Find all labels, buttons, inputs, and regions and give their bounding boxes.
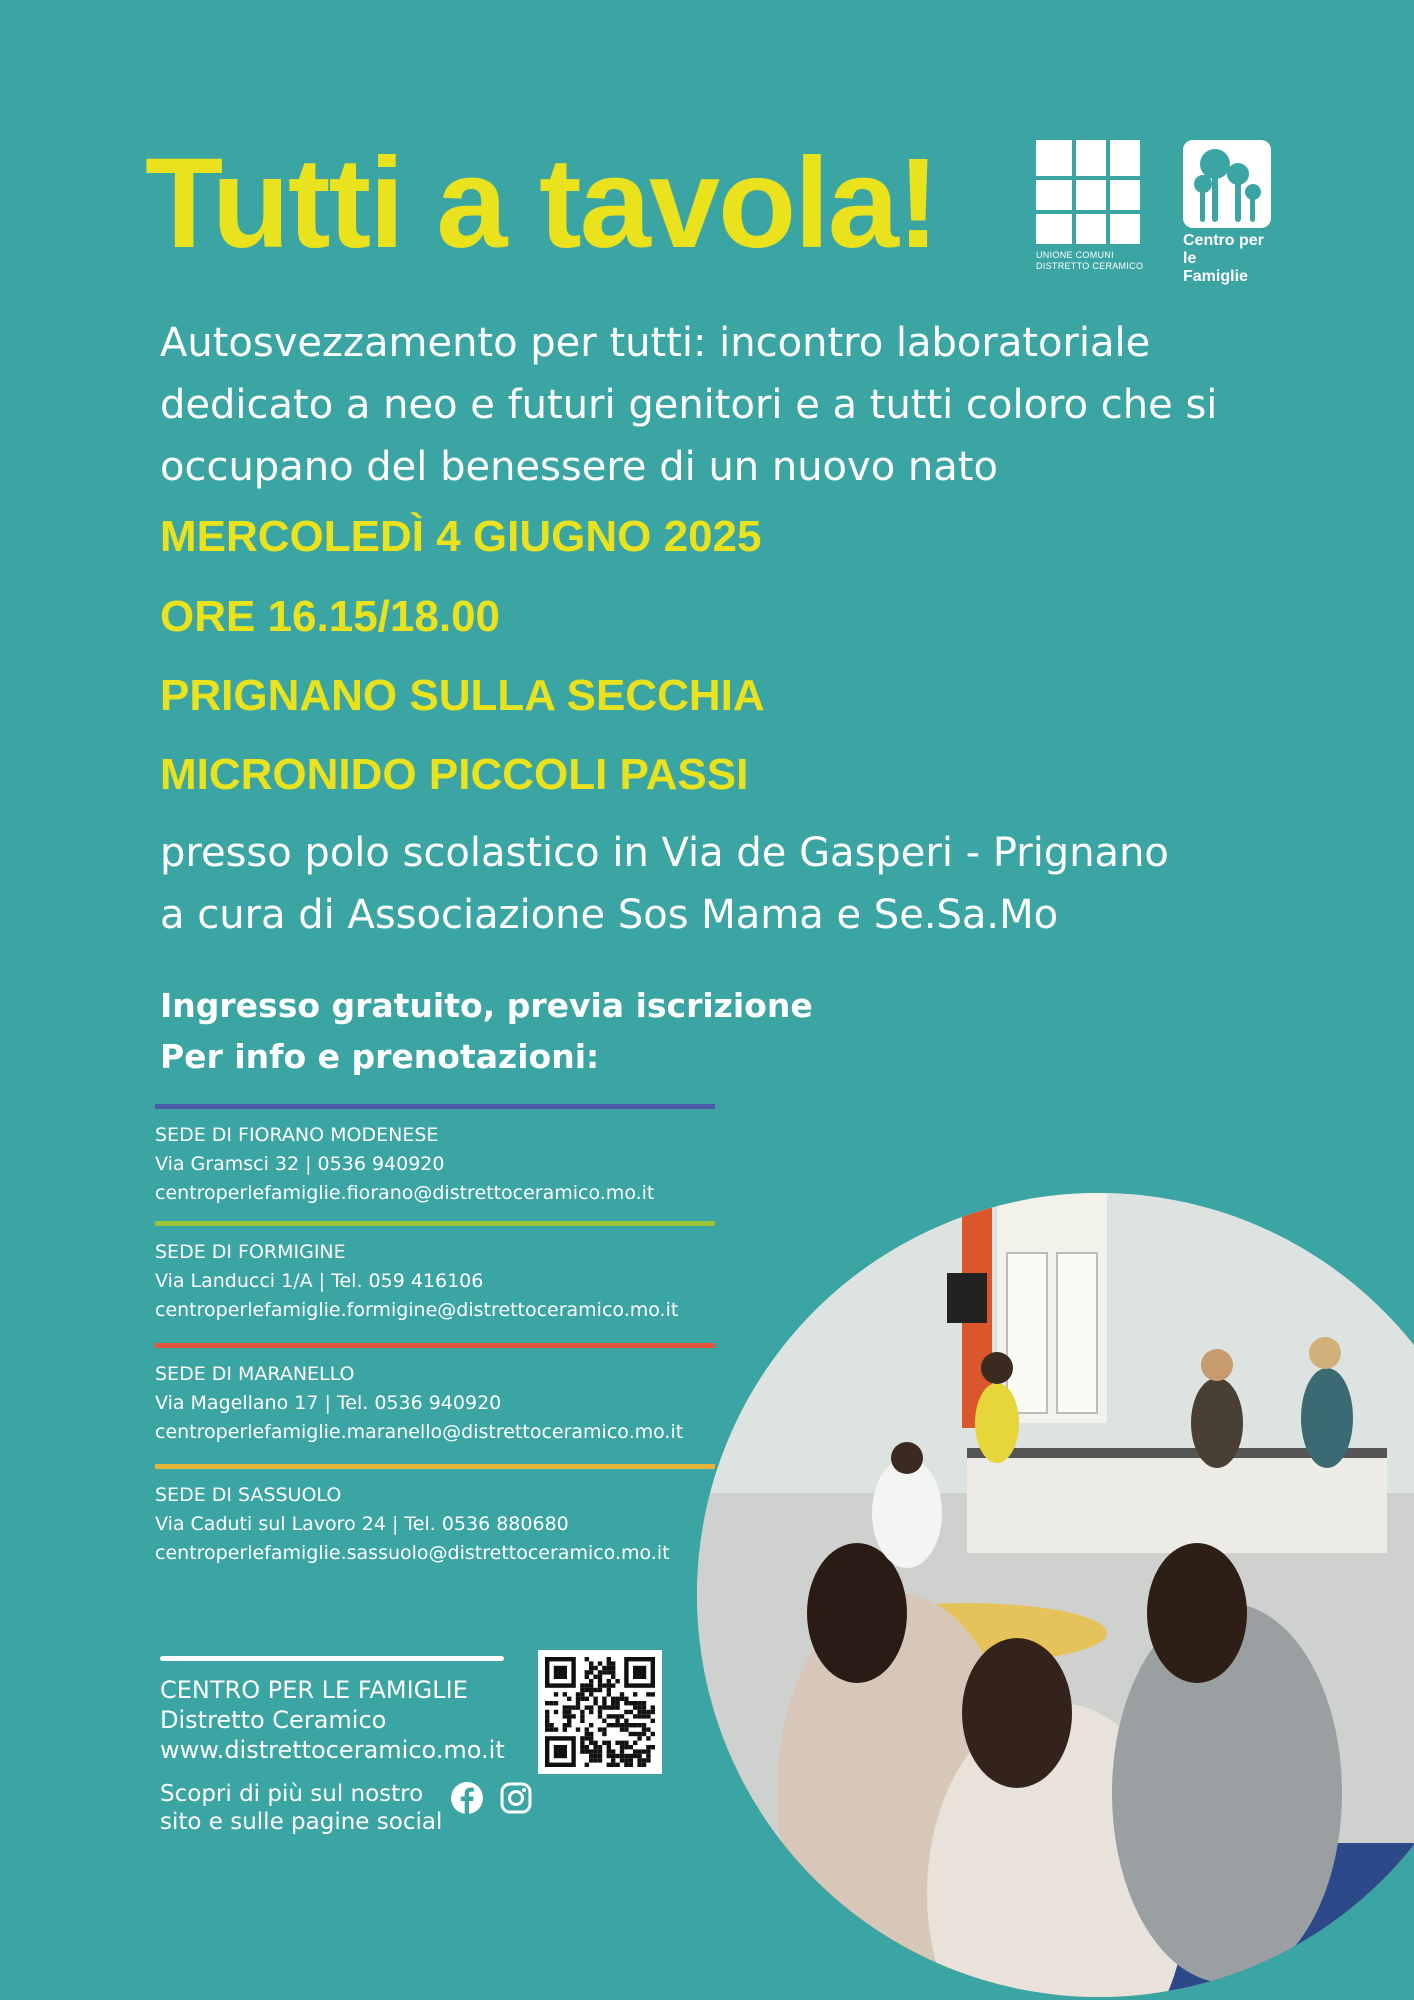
page-title: Tutti a tavola! — [145, 132, 938, 275]
sede-formigine — [155, 1221, 715, 1325]
event-place: MICRONIDO PICCOLI PASSI — [160, 750, 749, 799]
sede-divider — [155, 1343, 715, 1348]
centro-famiglie-caption — [1183, 232, 1275, 286]
unione-logo-line1: UNIONE COMUNI — [1036, 250, 1114, 260]
sede-address: Via Magellano 17 | Tel. 0536 940920 — [155, 1392, 502, 1414]
sede-fiorano — [155, 1104, 715, 1208]
sede-email[interactable]: centroperlefamiglie.formigine@distrettoceramico.mo.it — [155, 1299, 679, 1321]
cpf-logo-line2: Famiglie — [1183, 268, 1248, 285]
footer-sub: Distretto Ceramico — [160, 1706, 387, 1734]
venue-organizer: a cura di Associazione Sos Mama e Se.Sa.Mo — [160, 892, 1059, 938]
venue-address: presso polo scolastico in Via de Gasperi - Prignano — [160, 830, 1169, 876]
sede-address: Via Landucci 1/A | Tel. 059 416106 — [155, 1270, 484, 1292]
sede-sassuolo — [155, 1464, 715, 1568]
sede-divider — [155, 1221, 715, 1226]
facebook-icon[interactable] — [450, 1781, 484, 1819]
unione-grid-mark — [1036, 140, 1140, 244]
venue-info — [160, 822, 1169, 946]
centro-famiglie-logo — [1183, 140, 1275, 286]
unione-comuni-logo — [1036, 140, 1146, 272]
sede-email[interactable]: centroperlefamiglie.sassuolo@distrettoceramico.mo.it — [155, 1542, 670, 1564]
social-line-2: sito e sulle pagine social — [160, 1809, 443, 1835]
footer-contact — [160, 1675, 505, 1765]
event-time: ORE 16.15/18.00 — [160, 592, 501, 641]
sede-name: SEDE DI FORMIGINE — [155, 1241, 346, 1263]
instagram-icon[interactable] — [499, 1781, 533, 1819]
sede-address: Via Caduti sul Lavoro 24 | Tel. 0536 880680 — [155, 1513, 569, 1535]
free-entry-text: Ingresso gratuito, previa iscrizione — [160, 986, 813, 1025]
sede-maranello — [155, 1343, 715, 1447]
intro-line-3: occupano del benessere di un nuovo nato — [160, 444, 998, 490]
cpf-logo-line1: Centro per le — [1183, 232, 1264, 267]
sede-address: Via Gramsci 32 | 0536 940920 — [155, 1153, 445, 1175]
tree-logo-mark — [1183, 140, 1271, 228]
registration-info — [160, 980, 813, 1082]
event-town: PRIGNANO SULLA SECCHIA — [160, 671, 765, 720]
footer-website-link[interactable]: www.distrettoceramico.mo.it — [160, 1736, 505, 1764]
footer-org: CENTRO PER LE FAMIGLIE — [160, 1676, 468, 1704]
unione-logo-line2: DISTRETTO CERAMICO — [1036, 261, 1144, 271]
sede-name: SEDE DI MARANELLO — [155, 1363, 355, 1385]
workshop-photo — [697, 1193, 1414, 1997]
social-line-1: Scopri di più sul nostro — [160, 1781, 424, 1807]
sede-email[interactable]: centroperlefamiglie.fiorano@distrettoceramico.mo.it — [155, 1182, 655, 1204]
sede-name: SEDE DI SASSUOLO — [155, 1484, 342, 1506]
intro-paragraph — [160, 312, 1240, 498]
info-bookings-text: Per info e prenotazioni: — [160, 1037, 600, 1076]
sede-divider — [155, 1464, 715, 1469]
qr-code[interactable] — [538, 1650, 662, 1774]
sede-name: SEDE DI FIORANO MODENESE — [155, 1124, 439, 1146]
intro-line-2: dedicato a neo e futuri genitori e a tutti coloro che si — [160, 382, 1218, 428]
footer-divider — [160, 1656, 504, 1661]
sede-email[interactable]: centroperlefamiglie.maranello@distrettoceramico.mo.it — [155, 1421, 684, 1443]
event-date: MERCOLEDÌ 4 GIUGNO 2025 — [160, 512, 762, 561]
intro-line-1: Autosvezzamento per tutti: incontro laboratoriale — [160, 320, 1151, 366]
sede-divider — [155, 1104, 715, 1109]
social-invite — [160, 1780, 442, 1836]
unione-logo-caption — [1036, 250, 1146, 272]
